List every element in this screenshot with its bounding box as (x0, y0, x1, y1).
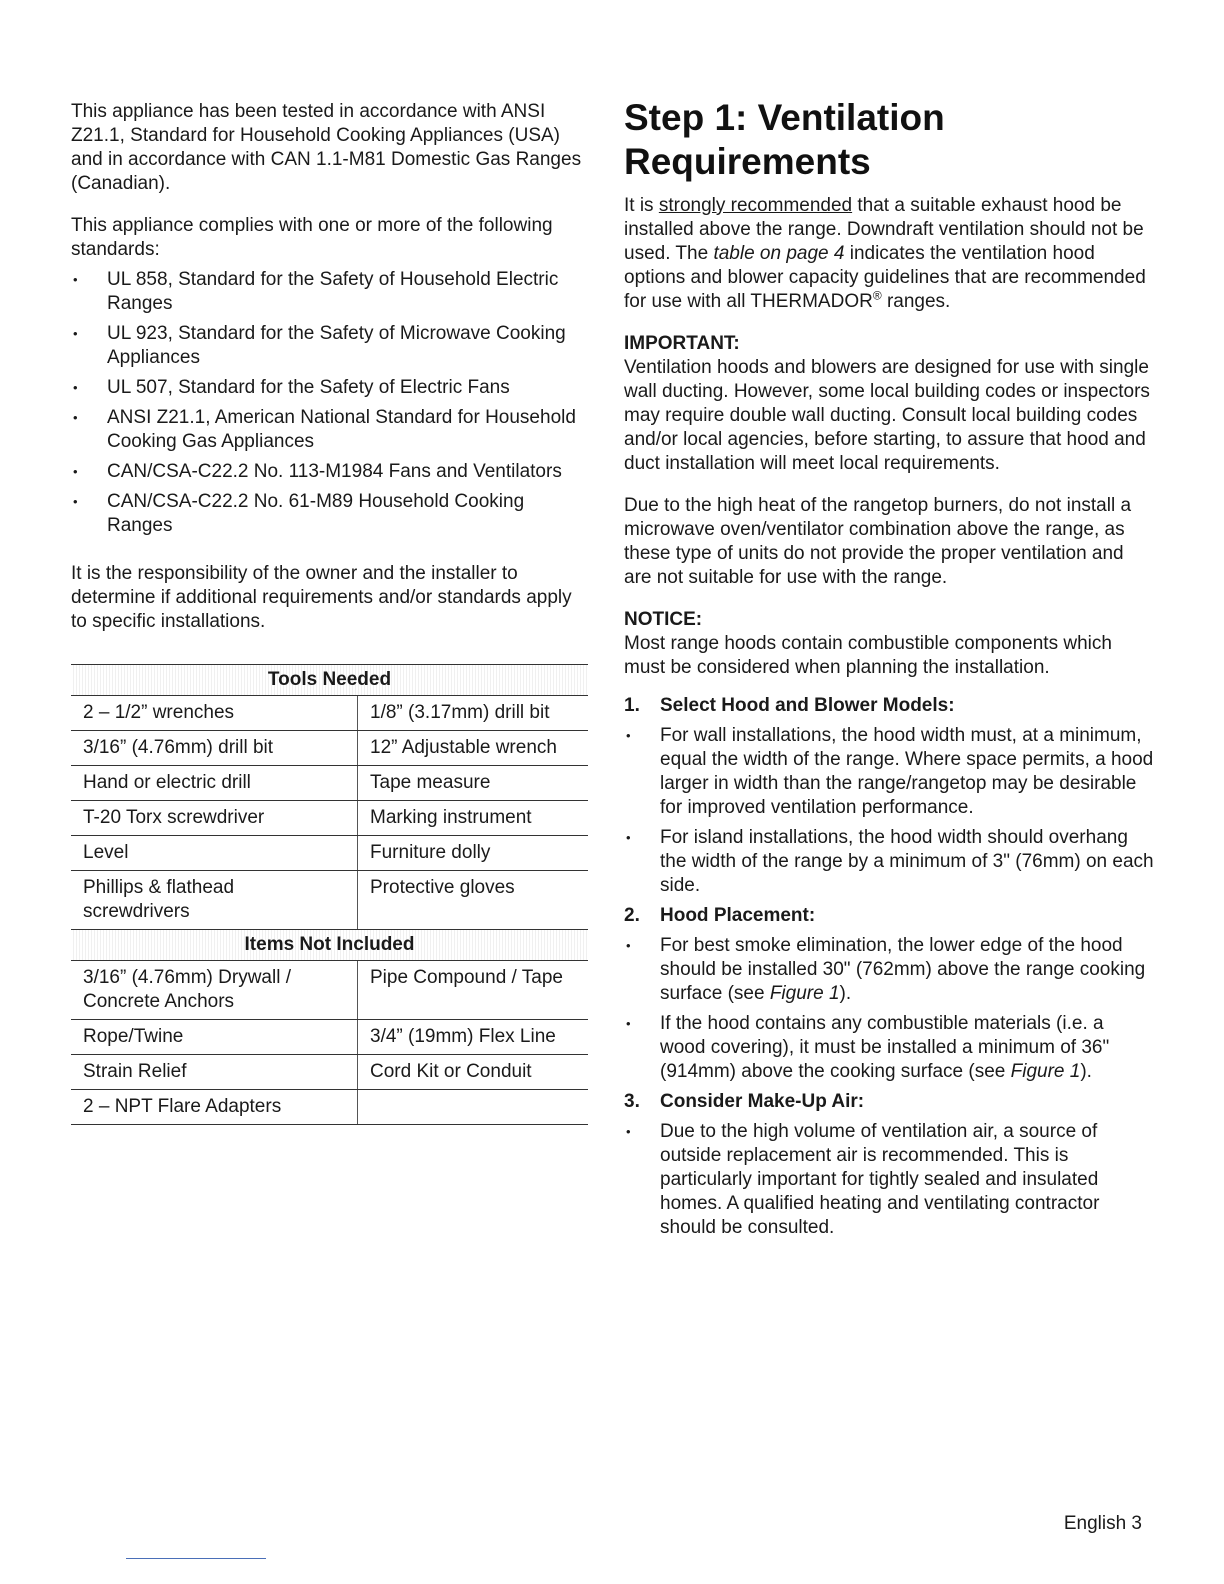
testing-paragraph: This appliance has been tested in accordance with ANSI Z21.1, Standard for Household Cooking Appliances (USA) and in accordance with CAN 1.1-M81 Domestic Gas Ranges (Canadian). (71, 101, 582, 194)
step-number: 2. (624, 905, 640, 926)
intro-text-d: ranges. (881, 291, 951, 312)
items-not-included-header: Items Not Included (71, 930, 588, 961)
figure-close: ). (1080, 1061, 1092, 1082)
list-item: • CAN/CSA-C22.2 No. 61-M89 Household Cooking Ranges (71, 490, 591, 538)
list-item-text: For best smoke elimination, the lower edge of the hood should be installed 30" (762mm) above the range cooking surface (see (660, 935, 1146, 1004)
list-item: • Due to the high volume of ventilation air, a source of outside replacement air is recommended. This is particularly important for tightly sealed and insulated homes. A qualified heating and ventilating contractor should be consulted. (624, 1120, 1154, 1240)
responsibility-paragraph: It is the responsibility of the owner and the installer to determine if additional requirements and/or standards apply to specific installations. (71, 563, 572, 632)
intro-underline: strongly recommended (658, 195, 853, 216)
step-number: 1. (624, 695, 640, 716)
step-title: Consider Make-Up Air: (660, 1091, 865, 1112)
important-text: Ventilation hoods and blowers are designed for use with single wall ducting. However, some local building codes or inspectors may require double wall ducting. Consult local building codes and/or local agencies, before starting, to assure that hood and duct installation will meet local requirements. (624, 357, 1150, 474)
notice-label: NOTICE: (624, 609, 703, 630)
page-footer: English 3 (1063, 1513, 1142, 1534)
table-row (71, 766, 588, 801)
heat-warning-text: Due to the high heat of the rangetop burners, do not install a microwave oven/ventilator combination above the range, as these type of units do not provide the proper ventilation and are not suitable for use with the range. (624, 495, 1132, 588)
table-cell: Protective gloves (358, 871, 589, 930)
list-item: • UL 858, Standard for the Safety of Household Electric Ranges (71, 268, 591, 316)
table-cell (358, 1090, 589, 1125)
list-item: • For wall installations, the hood width must, at a minimum, equal the width of the range. Where space permits, a hood larger in width than the range/rangetop may be desirable for improved ventilation performance. (624, 724, 1154, 820)
list-item: • For island installations, the hood width should overhang the width of the range by a minimum of 3" (76mm) on each side. (624, 826, 1154, 898)
table-row (71, 801, 588, 836)
step-title: Hood Placement: (660, 905, 816, 926)
table-cell: 2 – NPT Flare Adapters (71, 1090, 358, 1125)
step-item (624, 904, 1154, 1084)
intro-text-c: indicates the ventilation hood options and blower capacity guidelines that are recommended for use with all THERMADOR (624, 243, 1146, 312)
table-cell: Rope/Twine (71, 1020, 358, 1055)
step-item (624, 1090, 1154, 1240)
intro-text-a: It is (624, 195, 659, 216)
steps-list (624, 694, 1154, 1240)
figure-reference: Figure 1 (769, 983, 840, 1004)
divider (126, 1558, 266, 1559)
left-column (71, 100, 591, 652)
standards-intro: This appliance complies with one or more of the following standards: (71, 215, 553, 260)
table-row (71, 1055, 588, 1090)
table-cell: Pipe Compound / Tape (358, 961, 589, 1020)
figure-close: ). (839, 983, 852, 1004)
table-cell: Hand or electric drill (71, 766, 358, 801)
table-row (71, 696, 588, 731)
intro-text-b: that a suitable exhaust hood be installed above the range. Downdraft ventilation should not be used. The (624, 195, 1144, 264)
list-item (624, 1012, 1154, 1084)
title-line-2: Requirements (624, 141, 871, 182)
registered-mark: ® (872, 288, 882, 303)
table-row (71, 1020, 588, 1055)
list-item-text: If the hood contains any combustible materials (i.e. a wood covering), it must be installed a minimum of 36" (914mm) above the cooking surface (see (660, 1013, 1110, 1082)
tools-table (71, 664, 588, 1125)
table-cell: Cord Kit or Conduit (358, 1055, 589, 1090)
table-cell: 12” Adjustable wrench (358, 731, 589, 766)
table-row (71, 871, 588, 930)
tools-needed-header: Tools Needed (71, 665, 588, 696)
section-title (624, 96, 1154, 184)
table-row (71, 836, 588, 871)
standards-list (71, 268, 591, 538)
table-row (71, 961, 588, 1020)
table-cell: 1/8” (3.17mm) drill bit (358, 696, 589, 731)
table-cell: 2 – 1/2” wrenches (71, 696, 358, 731)
table-reference: table on page 4 (713, 243, 845, 264)
table-cell: 3/4” (19mm) Flex Line (358, 1020, 589, 1055)
table-row (71, 731, 588, 766)
figure-reference: Figure 1 (1010, 1061, 1081, 1082)
step-item (624, 694, 1154, 898)
list-item: • UL 923, Standard for the Safety of Microwave Cooking Appliances (71, 322, 591, 370)
list-item: • ANSI Z21.1, American National Standard for Household Cooking Gas Appliances (71, 406, 591, 454)
list-item (624, 934, 1154, 1006)
step-title: Select Hood and Blower Models: (660, 695, 955, 716)
table-row (71, 1090, 588, 1125)
table-cell: Strain Relief (71, 1055, 358, 1090)
table-cell: Phillips & flathead screwdrivers (71, 871, 358, 930)
table-cell: Tape measure (358, 766, 589, 801)
table-cell: Marking instrument (358, 801, 589, 836)
important-label: IMPORTANT: (624, 333, 740, 354)
table-cell: Furniture dolly (358, 836, 589, 871)
table-cell: Level (71, 836, 358, 871)
title-line-1: Step 1: Ventilation (624, 97, 945, 138)
intro-paragraph (624, 194, 1154, 314)
right-column (624, 96, 1154, 1246)
list-item: • CAN/CSA-C22.2 No. 113-M1984 Fans and Ventilators (71, 460, 591, 484)
step-number: 3. (624, 1091, 640, 1112)
table-cell: 3/16” (4.76mm) Drywall / Concrete Anchors (71, 961, 358, 1020)
list-item: • UL 507, Standard for the Safety of Electric Fans (71, 376, 591, 400)
table-cell: 3/16” (4.76mm) drill bit (71, 731, 358, 766)
notice-text: Most range hoods contain combustible components which must be considered when planning the installation. (624, 633, 1112, 678)
table-cell: T-20 Torx screwdriver (71, 801, 358, 836)
